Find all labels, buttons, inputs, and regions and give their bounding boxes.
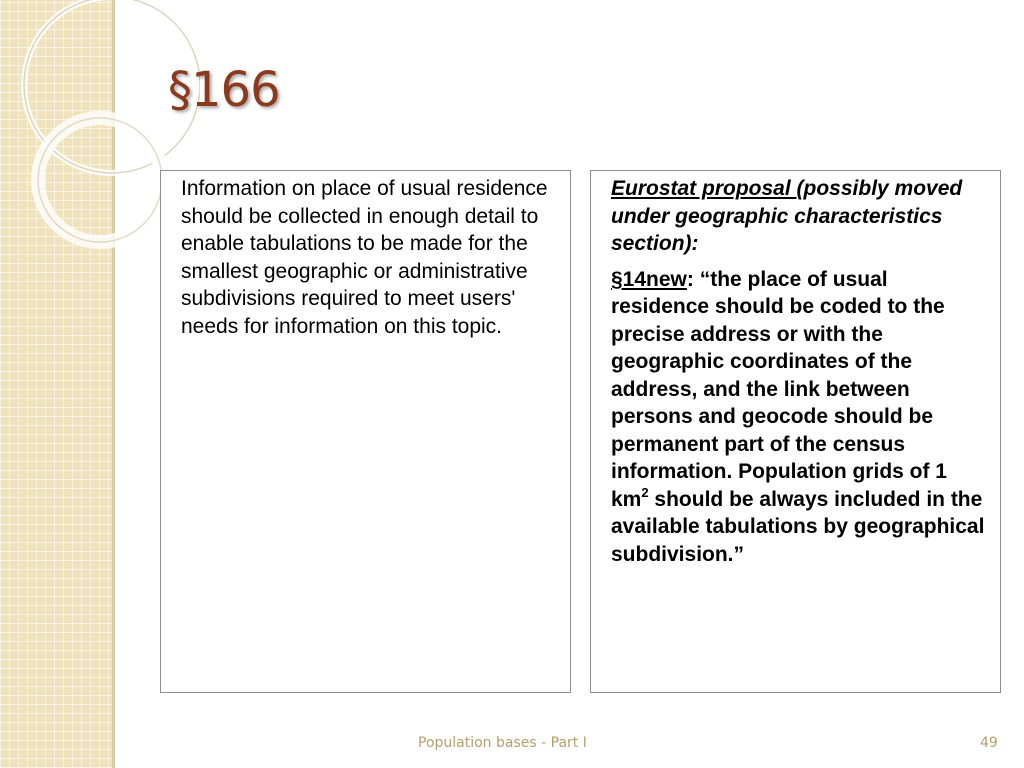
original-text-box xyxy=(160,170,571,693)
proposal-quote-end: should be always included in the available tabulations by geographical subdivision.” xyxy=(611,487,985,566)
page-number: 49 xyxy=(980,735,998,751)
original-text: Information on place of usual residence should be collected in enough detail to enable tabulations to be made for the smallest geographic or administrative subdivisions required to meet users' needs for information on this topic. xyxy=(181,177,548,338)
proposal-text-box xyxy=(590,170,1001,693)
decorative-side-strip xyxy=(0,0,112,768)
slide-title: §166 xyxy=(168,62,280,118)
superscript-two: 2 xyxy=(641,484,649,500)
proposal-ref-colon: : xyxy=(686,267,700,291)
proposal-quote xyxy=(611,266,990,569)
side-strip-edge xyxy=(112,0,115,768)
proposal-heading xyxy=(611,175,990,258)
proposal-ref-label: §14new xyxy=(611,267,687,291)
proposal-quote-text: “the place of usual residence should be coded to the precise address or with the geographic coordinates of the address, and the link between persons and geocode should be permanent part of the census information. Population grids of 1 km xyxy=(611,267,947,511)
footer-text: Population bases - Part I xyxy=(418,735,587,751)
proposal-note: (possibly moved under geographic characteristics section): xyxy=(611,177,963,255)
proposal-label: Eurostat proposal xyxy=(611,177,797,200)
